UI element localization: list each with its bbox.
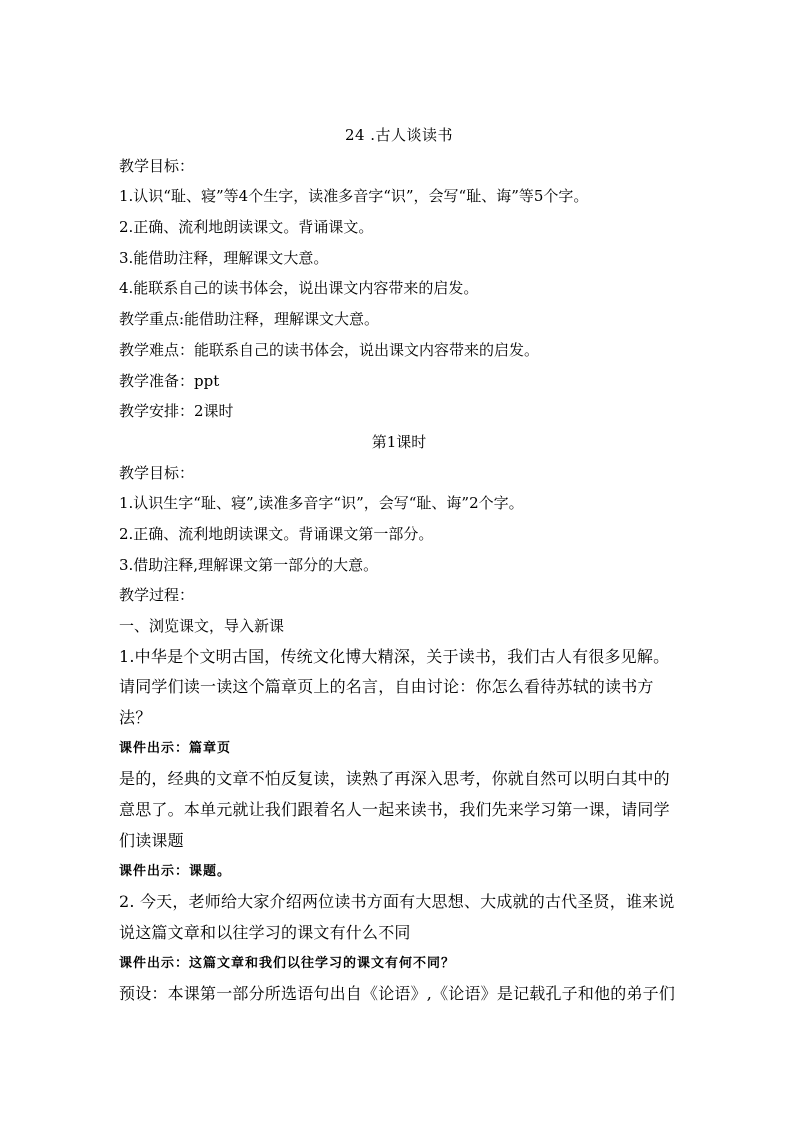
- paragraph-2-line-3: 们读课题: [119, 830, 184, 850]
- paragraph-1-line-3: 法？: [119, 708, 152, 728]
- paragraph-2-line-1: 是的，经典的文章不怕反复读，读熟了再深入思考，你就自然可以明白其中的: [119, 769, 670, 789]
- lesson-objectives-heading: 教学目标：: [119, 463, 195, 482]
- paragraph-3-line-2: 说这篇文章和以往学习的课文有什么不同: [119, 922, 411, 942]
- objective-3: 3.能借助注释，理解课文大意。: [119, 248, 329, 267]
- courseware-note-2: 课件出示：课题。: [119, 863, 232, 879]
- lesson-objective-2: 2.正确、流利地朗读课文。背诵课文第一部分。: [119, 524, 434, 543]
- difficult-point: 教学难点：能联系自己的读书体会，说出课文内容带来的启发。: [119, 340, 540, 359]
- objective-1: 1.认识“耻、寝”等4个生字，读准多音字“识”，会写“耻、诲”等5个字。: [119, 187, 589, 206]
- courseware-note-3: 课件出示：这篇文章和我们以往学习的课文有何不同？: [119, 955, 456, 971]
- lesson-objective-1: 1.认识生字“耻、寝”,读准多音字“识”，会写“耻、诲”2个字。: [119, 494, 524, 513]
- section-one-heading: 一、浏览课文，导入新课: [119, 617, 285, 635]
- paragraph-4-line-1: 预设：本课第一部分所选语句出自《论语》,《论语》是记载孔子和他的弟子们: [119, 984, 676, 1004]
- lesson-objective-3: 3.借助注释,理解课文第一部分的大意。: [119, 555, 379, 574]
- key-point: 教学重点:能借助注释，理解课文大意。: [119, 310, 380, 329]
- preparation: 教学准备：ppt: [119, 371, 220, 390]
- objectives-heading: 教学目标：: [119, 156, 195, 175]
- document-body: [119, 120, 679, 1010]
- lesson-title: 24 .古人谈读书: [344, 126, 454, 144]
- lesson-heading: 第1课时: [371, 432, 427, 451]
- courseware-note-1: 课件出示：篇章页: [119, 740, 232, 756]
- paragraph-1-line-1: 1.中华是个文明古国，传统文化博大精深，关于读书，我们古人有很多见解。: [119, 646, 670, 666]
- objective-2: 2.正确、流利地朗读课文。背诵课文。: [119, 218, 374, 237]
- paragraph-2-line-2: 意思了。本单元就让我们跟着名人一起来读书，我们先来学习第一课，请同学: [119, 800, 670, 820]
- objective-4: 4.能联系自己的读书体会，说出课文内容带来的启发。: [119, 279, 479, 298]
- paragraph-3-line-1: 2. 今天，老师给大家介绍两位读书方面有大思想、大成就的古代圣贤，谁来说: [119, 892, 675, 912]
- paragraph-1-line-2: 请同学们读一读这个篇章页上的名言，自由讨论：你怎么看待苏轼的读书方: [119, 677, 654, 697]
- process-heading: 教学过程：: [119, 586, 195, 605]
- schedule: 教学安排：2课时: [119, 402, 234, 421]
